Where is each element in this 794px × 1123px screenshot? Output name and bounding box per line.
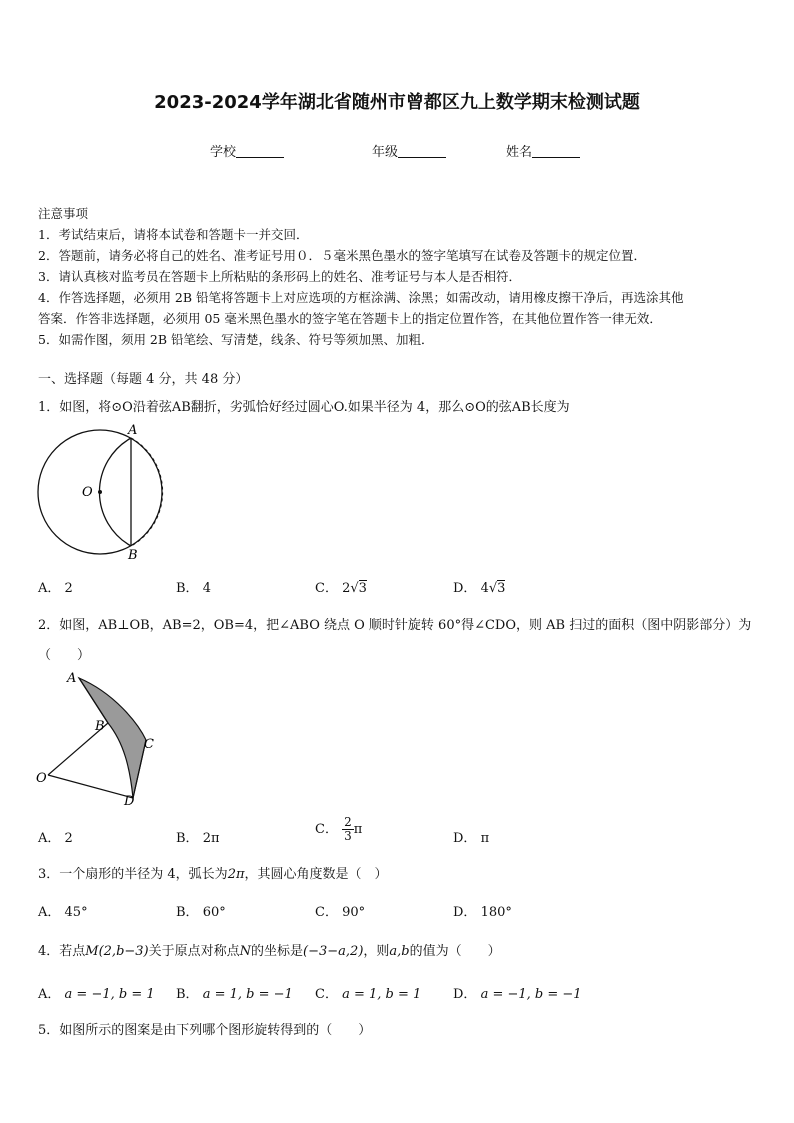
notice-item: 4．作答选择题，必须用 2B 铅笔将答题卡上对应选项的方框涂满、涂黑；如需改动，请用橡皮擦干净后，再选涂其他: [38, 290, 684, 305]
q3-option-b: B． 60°: [176, 905, 226, 920]
name-field: [506, 141, 580, 160]
label-a: A: [128, 423, 138, 438]
q2-option-a: A． 2: [38, 831, 73, 846]
label-b: B: [128, 548, 138, 563]
section-heading: 一、选择题（每题 4 分，共 48 分）: [38, 372, 249, 387]
grade-blank: [398, 145, 446, 158]
notice-heading: 注意事项: [38, 206, 89, 221]
school-label: 学校: [210, 145, 237, 160]
question-1-figure: [36, 422, 176, 562]
q3-option-c: C． 90°: [315, 905, 366, 920]
q4-option-c: C． a = 1, b = 1: [315, 987, 422, 1002]
q4-option-b: B． a = 1, b = −1: [176, 987, 293, 1002]
name-blank: [532, 145, 580, 158]
q2-option-c: C． $\frac{2}{3}$ π: [315, 815, 363, 843]
label-o: O: [36, 771, 47, 786]
q3-option-a: A． 45°: [38, 905, 88, 920]
label-b: B: [95, 719, 105, 734]
center-point: [98, 490, 102, 494]
notice-item: 答案．作答非选择题，必须用 05 毫米黑色墨水的签字笔在答题卡上的指定位置作答，在其他位置作答一律无效．: [38, 311, 662, 326]
q2-option-d: D． π: [453, 831, 490, 846]
q1-option-c: C． 2√3: [315, 581, 367, 596]
page-title: 2023-2024学年湖北省随州市曾都区九上数学期末检测试题: [154, 92, 640, 113]
notice-item: 5．如需作图，须用 2B 铅笔绘、写清楚，线条、符号等须加黑、加粗．: [38, 332, 434, 347]
question-2-stem: 2．如图，AB⊥OB，AB=2，OB=4，把∠ABO 绕点 O 顺时针旋转 60°得∠CDO，则 AB 扫过的面积（图中阴影部分）为: [38, 618, 752, 633]
grade-field: [372, 141, 446, 160]
shaded-region: [79, 678, 146, 798]
q2-option-b: B． 2π: [176, 831, 220, 846]
grade-label: 年级: [372, 145, 399, 160]
question-2-stem-paren: （ ）: [38, 648, 91, 663]
school-blank: [236, 145, 284, 158]
school-field: [210, 141, 284, 160]
label-o: O: [82, 485, 93, 500]
notice-item: 3．请认真核对监考员在答题卡上所粘贴的条形码上的姓名、准考证号与本人是否相符．: [38, 269, 521, 284]
q1-option-a: A． 2: [38, 581, 73, 596]
q4-option-a: A． a = −1, b = 1: [38, 987, 155, 1002]
folded-arc: [99, 438, 131, 546]
label-a: A: [67, 671, 77, 686]
q1-option-b: B． 4: [176, 581, 211, 596]
question-4-stem: 4．若点M(2,b−3)关于原点对称点N的坐标是(−3−a,2)，则a,b的值为（ ）: [38, 944, 501, 959]
question-5-stem: 5．如图所示的图案是由下列哪个图形旋转得到的（ ）: [38, 1023, 372, 1038]
dashed-arc: [131, 438, 163, 546]
q3-option-d: D． 180°: [453, 905, 512, 920]
label-d: D: [124, 794, 135, 809]
label-c: C: [144, 737, 154, 752]
notice-item: 2．答题前，请务必将自己的姓名、准考证号用０．５毫米黑色墨水的签字笔填写在试卷及答题卡的规定位置．: [38, 248, 646, 263]
question-1-stem: 1．如图，将⊙O沿着弦AB翻折，劣弧恰好经过圆心O.如果半径为 4，那么⊙O的弦AB长度为: [38, 400, 570, 415]
q4-option-d: D． a = −1, b = −1: [453, 987, 582, 1002]
q1-option-d: D． 4√3: [453, 581, 506, 596]
notice-item: 1．考试结束后，请将本试卷和答题卡一并交回．: [38, 227, 309, 242]
question-2-figure: [34, 668, 164, 808]
segment-od: [48, 775, 133, 798]
question-3-stem: 3．一个扇形的半径为 4，弧长为2π，其圆心角度数是（ ）: [38, 867, 388, 882]
name-label: 姓名: [506, 145, 533, 160]
